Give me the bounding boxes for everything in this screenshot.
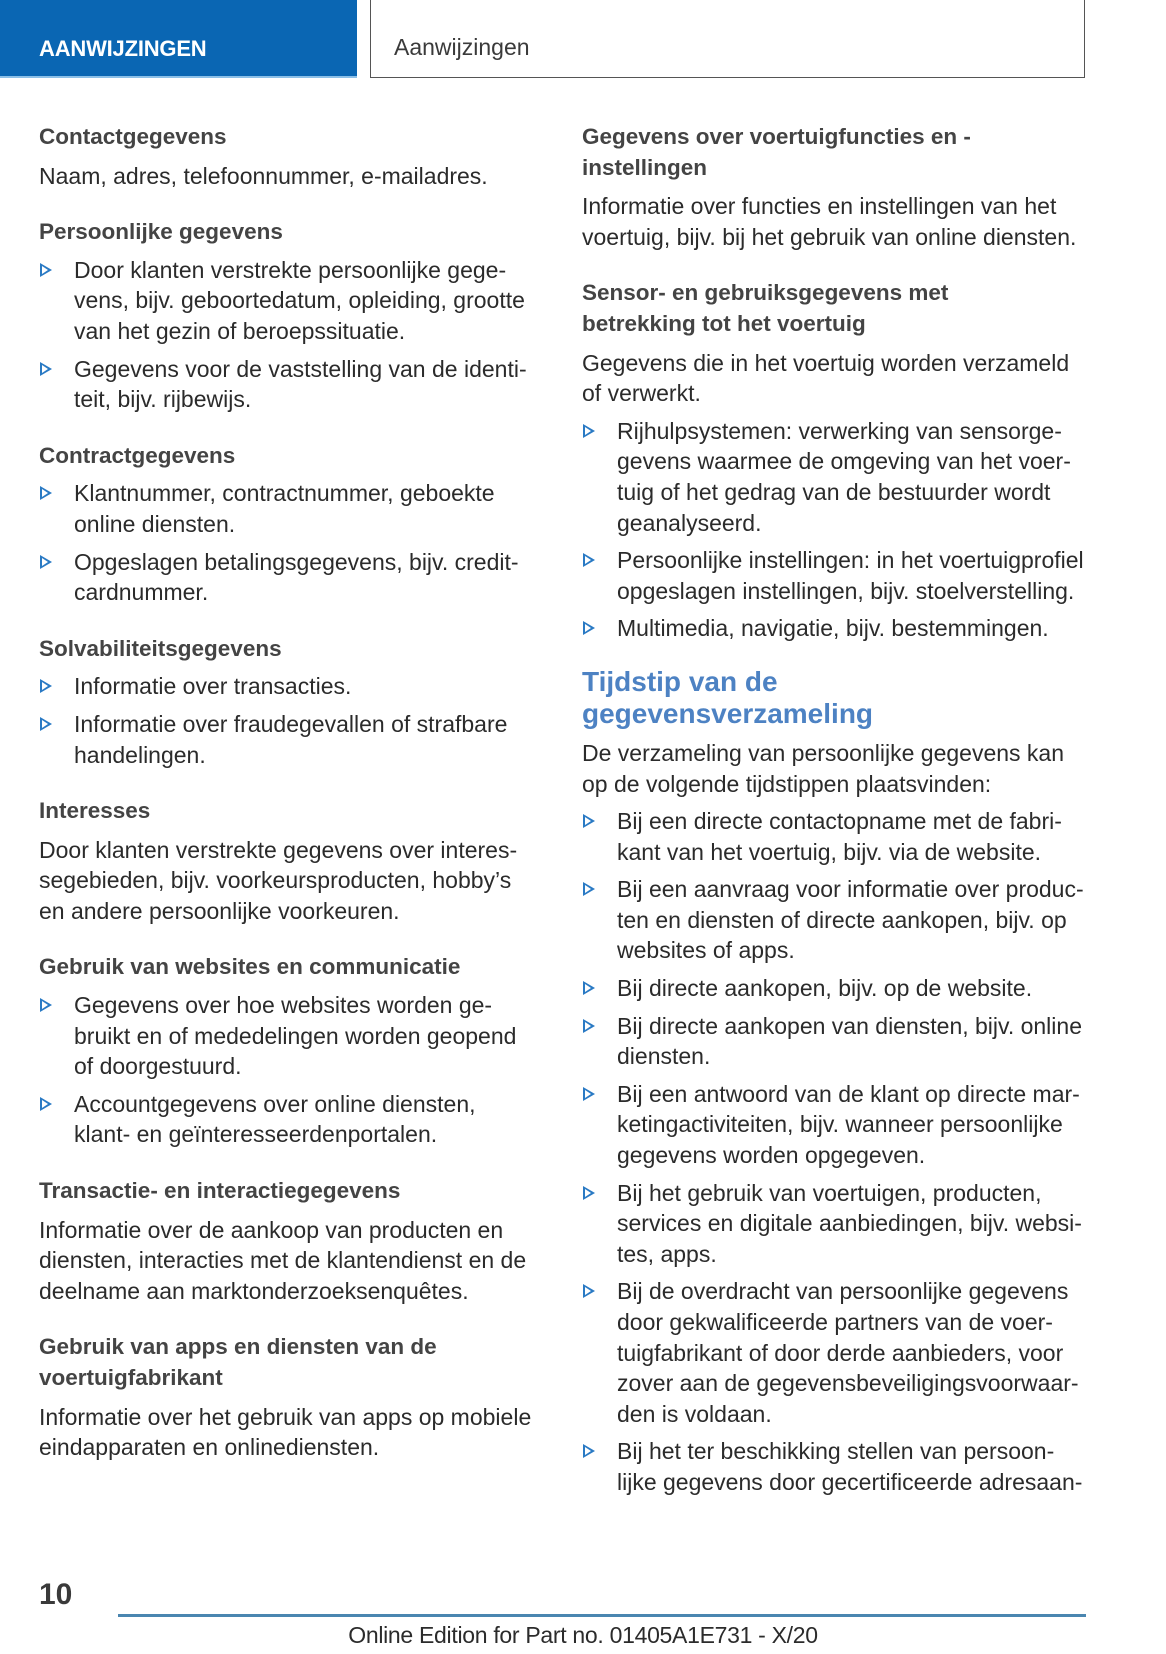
- section-heading: voertuigfabrikant: [39, 1365, 223, 1390]
- section-heading: Sensor- en gebruiksgegevens met: [582, 280, 949, 306]
- triangle-bullet-icon: [583, 1284, 595, 1298]
- list-item-text: ten en diensten of directe aankopen, bijv. op: [617, 906, 1067, 933]
- list-item-text: gevens waarmee de omgeving van het voer-: [617, 448, 1071, 475]
- triangle-bullet-icon: [583, 553, 595, 567]
- content-section: [39, 441, 539, 608]
- list-item: [39, 478, 539, 539]
- list-item: [582, 1011, 1102, 1072]
- triangle-bullet-icon: [583, 981, 595, 995]
- paragraph-line: Gegevens die in het voertuig worden verzameld: [582, 349, 1070, 376]
- major-section: [582, 666, 1102, 1498]
- list-item-text: lijke gegevens door gecertificeerde adresaan-: [617, 1468, 1083, 1495]
- content-section: [39, 952, 539, 1150]
- list-item-text: Klantnummer, contractnummer, geboekte: [74, 480, 495, 507]
- section-heading: Contactgegevens: [39, 124, 227, 149]
- list-item-text: Accountgegevens over online diensten,: [74, 1090, 476, 1117]
- section-heading: instellingen: [582, 154, 708, 180]
- content-section: [39, 217, 539, 415]
- content-section: [582, 122, 1102, 252]
- list-item: [39, 354, 539, 415]
- list-item-text: Gegevens voor de vaststelling van de identi-: [74, 355, 527, 382]
- section-heading: Gebruik van websites en communicatie: [39, 954, 461, 980]
- triangle-bullet-icon: [583, 882, 595, 896]
- edition-text: Online Edition for Part no. 01405A1E731 - X/20: [348, 1622, 818, 1648]
- list-item: [582, 874, 1102, 966]
- paragraph-line: op de volgende tijdstippen plaatsvinden:: [582, 770, 992, 797]
- list-item-text: vens, bijv. geboortedatum, opleiding, grootte: [74, 287, 525, 314]
- list-item-text: tuig of het gedrag van de bestuurder wordt: [617, 478, 1051, 505]
- list-item-text: Bij een aanvraag voor informatie over produc-: [617, 876, 1084, 903]
- list-item-text: den is voldaan.: [617, 1400, 772, 1427]
- triangle-bullet-icon: [583, 621, 595, 635]
- list-item: [39, 1089, 539, 1150]
- list-item: [39, 671, 539, 702]
- triangle-bullet-icon: [40, 1097, 52, 1111]
- list-item-text: door gekwalificeerde partners van de voer-: [617, 1309, 1053, 1335]
- section-paragraph: [39, 1215, 539, 1307]
- major-heading: Tijdstip van de: [582, 665, 778, 697]
- paragraph-line: Naam, adres, telefoonnummer, e-mailadres.: [39, 162, 488, 189]
- list-item-text: online diensten.: [74, 510, 236, 537]
- list-item-text: opgeslagen instellingen, bijv. stoelverstelling.: [617, 577, 1075, 604]
- section-heading: Persoonlijke gegevens: [39, 219, 283, 245]
- list-item: [582, 806, 1102, 867]
- content-section: [39, 122, 539, 191]
- list-item-text: gegevens worden opgegeven.: [617, 1142, 926, 1169]
- list-item: [582, 1079, 1102, 1171]
- list-item: [582, 545, 1102, 606]
- content-section: [39, 1332, 539, 1462]
- list-item-text: Gegevens over hoe websites worden ge-: [74, 992, 493, 1019]
- list-item-text: Multimedia, navigatie, bijv. bestemmingen.: [617, 615, 1049, 642]
- list-item: [39, 547, 539, 608]
- section-tab: [370, 0, 1085, 78]
- section-heading: Transactie- en interactiegegevens: [39, 1178, 401, 1204]
- triangle-bullet-icon: [583, 1186, 595, 1200]
- section-heading: betrekking tot het voertuig: [582, 310, 866, 336]
- paragraph-line: en andere persoonlijke voorkeuren.: [39, 897, 400, 924]
- content-section: [39, 796, 539, 926]
- list-item-text: Rijhulpsystemen: verwerking van sensorge-: [617, 417, 1062, 444]
- list-item-text: Opgeslagen betalingsgegevens, bijv. credit-: [74, 548, 519, 575]
- list-item: [582, 416, 1102, 538]
- major-heading: gegevensverzameling: [582, 697, 874, 729]
- list-item-text: Bij het gebruik van voertuigen, producten,: [617, 1179, 1042, 1206]
- list-item-text: klant- en geïnteresseerdenportalen.: [74, 1121, 438, 1148]
- paragraph-line: Door klanten verstrekte gegevens over interes-: [39, 836, 518, 863]
- list-item-text: geanalyseerd.: [617, 509, 762, 536]
- major-paragraph: [582, 738, 1102, 799]
- list-item-text: Bij een antwoord van de klant op directe mar-: [617, 1080, 1080, 1107]
- section-paragraph: [582, 348, 1102, 409]
- section-heading: Contractgegevens: [39, 442, 236, 468]
- content-section: [39, 634, 539, 770]
- triangle-bullet-icon: [40, 362, 52, 376]
- list-item-text: Door klanten verstrekte persoonlijke gege-: [74, 256, 507, 283]
- section-paragraph: [39, 161, 539, 192]
- list-item-text: services en digitale aanbiedingen, bijv. websi-: [617, 1210, 1082, 1237]
- triangle-bullet-icon: [583, 814, 595, 828]
- paragraph-line: voertuig, bijv. bij het gebruik van online diensten.: [582, 223, 1077, 250]
- section-paragraph: [582, 191, 1102, 252]
- triangle-bullet-icon: [40, 263, 52, 277]
- triangle-bullet-icon: [583, 1019, 595, 1033]
- paragraph-line: of verwerkt.: [582, 380, 701, 407]
- chapter-tab-label: AANWIJZINGEN: [39, 36, 207, 61]
- triangle-bullet-icon: [40, 717, 52, 731]
- list-item-text: teit, bijv. rijbewijs.: [74, 386, 252, 413]
- triangle-bullet-icon: [40, 555, 52, 569]
- list-item-text: Informatie over transacties.: [74, 673, 352, 700]
- list-item-text: handelingen.: [74, 741, 206, 768]
- list-item-text: of doorgestuurd.: [74, 1053, 242, 1080]
- section-tab-label: Aanwijzingen: [394, 34, 530, 60]
- list-item-text: Bij een directe contactopname met de fabri-: [617, 808, 1062, 835]
- list-item-text: zover aan de gegevensbeveiligingsvoorwaar-: [617, 1370, 1079, 1397]
- paragraph-line: De verzameling van persoonlijke gegevens kan: [582, 739, 1065, 766]
- footer-divider: [118, 1614, 1086, 1617]
- list-item-text: diensten.: [617, 1043, 711, 1070]
- list-item-text: Bij de overdracht van persoonlijke gegevens: [617, 1278, 1069, 1305]
- list-item-text: Bij directe aankopen, bijv. op de website.: [617, 975, 1033, 1002]
- paragraph-line: eindapparaten en onlinediensten.: [39, 1434, 380, 1461]
- paragraph-line: Informatie over de aankoop van producten en: [39, 1216, 504, 1243]
- paragraph-line: Informatie over het gebruik van apps op mobiele: [39, 1403, 532, 1430]
- triangle-bullet-icon: [40, 486, 52, 500]
- list-item-text: Persoonlijke instellingen: in het voertuigprofiel: [617, 547, 1084, 574]
- list-item: [39, 255, 539, 347]
- list-item: [582, 1436, 1102, 1497]
- section-paragraph: [39, 835, 539, 927]
- list-item-text: websites of apps.: [617, 937, 795, 964]
- triangle-bullet-icon: [583, 1087, 595, 1101]
- list-item-text: kant van het voertuig, bijv. via de website.: [617, 838, 1042, 865]
- paragraph-line: Informatie over functies en instellingen van het: [582, 193, 1057, 220]
- chapter-tab: [0, 0, 357, 78]
- list-item-text: van het gezin of beroepssituatie.: [74, 317, 406, 344]
- left-column: [39, 122, 539, 1463]
- triangle-bullet-icon: [40, 998, 52, 1012]
- paragraph-line: segebieden, bijv. voorkeursproducten, hobby’s: [39, 867, 512, 894]
- triangle-bullet-icon: [40, 679, 52, 693]
- section-heading: Gegevens over voertuigfuncties en -: [582, 124, 971, 149]
- content-section: [582, 278, 1102, 644]
- section-heading: Interesses: [39, 798, 151, 824]
- list-item-text: cardnummer.: [74, 579, 209, 606]
- section-heading: Solvabiliteitsgegevens: [39, 635, 282, 661]
- paragraph-line: deelname aan marktonderzoeksenquêtes.: [39, 1277, 469, 1304]
- paragraph-line: diensten, interacties met de klantendienst en de: [39, 1247, 527, 1274]
- list-item-text: bruikt en of mededelingen worden geopend: [74, 1022, 517, 1049]
- list-item-text: Bij het ter beschikking stellen van persoon-: [617, 1438, 1055, 1465]
- list-item: [582, 613, 1102, 644]
- list-item-text: tes, apps.: [617, 1240, 717, 1267]
- triangle-bullet-icon: [583, 1444, 595, 1458]
- section-paragraph: [39, 1402, 539, 1463]
- triangle-bullet-icon: [583, 424, 595, 438]
- right-column: [582, 122, 1102, 1524]
- section-heading: Gebruik van apps en diensten van de: [39, 1334, 437, 1360]
- list-item: [39, 709, 539, 770]
- list-item-text: Informatie over fraudegevallen of strafbare: [74, 710, 508, 737]
- content-section: [39, 1176, 539, 1306]
- list-item-text: ketingactiviteiten, bijv. wanneer persoonlijke: [617, 1111, 1063, 1138]
- list-item-text: Bij directe aankopen van diensten, bijv. online: [617, 1012, 1082, 1039]
- list-item: [582, 973, 1102, 1004]
- page-number: 10: [39, 1578, 73, 1611]
- list-item: [39, 990, 539, 1082]
- list-item-text: tuigfabrikant of door derde aanbieders, voor: [617, 1339, 1064, 1366]
- list-item: [582, 1178, 1102, 1270]
- list-item: [582, 1276, 1102, 1429]
